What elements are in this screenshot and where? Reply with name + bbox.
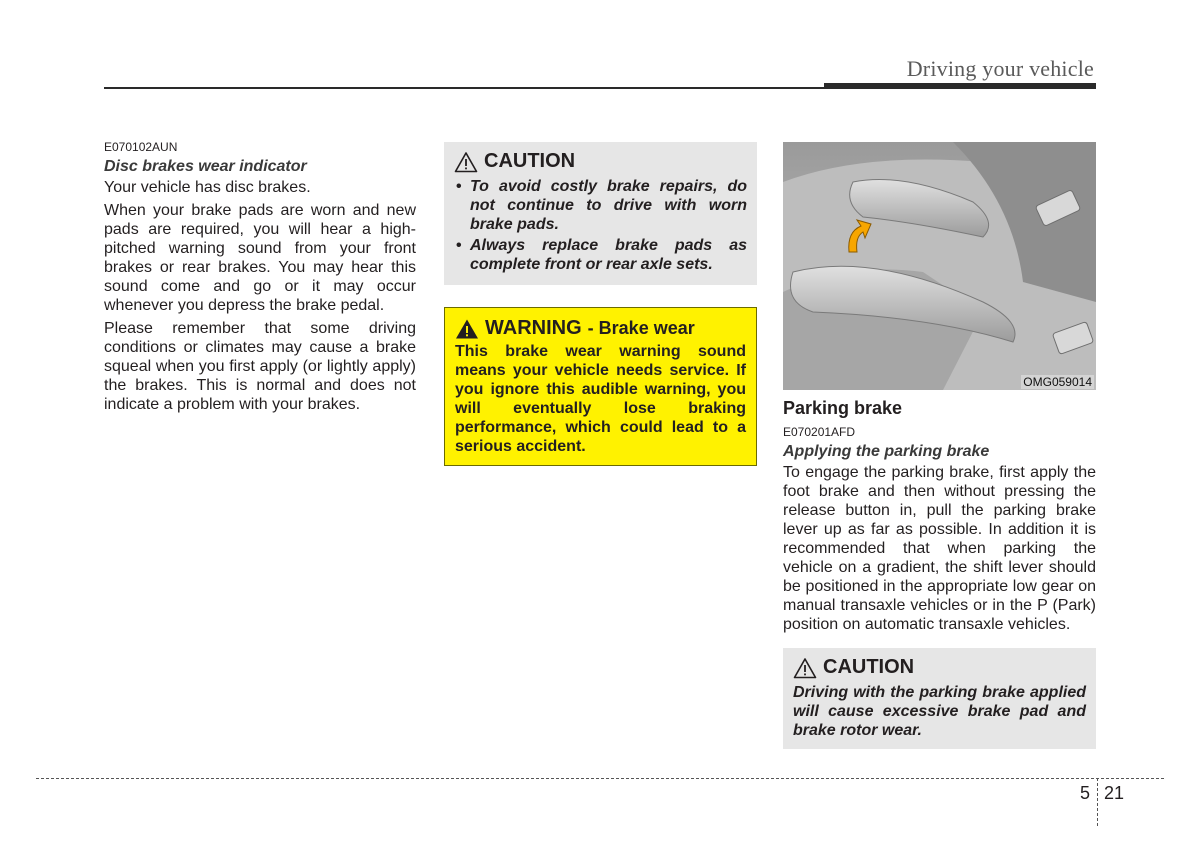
paragraph: Please remember that some driving conditions or climates may cause a brake squeal when you first apply (or lightly apply) the brakes. This is normal and does not indicate a problem with your brakes. [104, 320, 416, 413]
warning-text: This brake wear warning sound means your vehicle needs service. If you ignore this audible warning, you will eventually lose braking performance, which could lead to a serious accident. [455, 343, 746, 455]
warning-triangle-icon [455, 318, 479, 340]
section-title-parking-brake: Parking brake [783, 398, 903, 418]
paragraph: When your brake pads are worn and new pads are required, you will hear a high-pitched warning sound from your front brakes or rear brakes. You may hear this sound come and go or it may occur whenever you depress the brake pedal. [104, 202, 416, 314]
warning-title [455, 317, 746, 340]
footer-rule [36, 778, 1164, 779]
paragraph: Your vehicle has disc brakes. [104, 179, 311, 196]
paragraph: To engage the parking brake, first apply the foot brake and then without pressing the release button in, pull the parking brake lever up as far as possible. In addition it is recommended that when parking the vehicle on a gradient, the shift lever should be positioned in the appropriate low gear on manual transaxle vehicles or in the P (Park) position on automatic transaxle vehicles. [783, 464, 1096, 633]
parking-brake-photo [783, 142, 1096, 390]
parking-brake-illustration [783, 142, 1096, 390]
list-item: • To avoid costly brake repairs, do not continue to drive with worn brake pads. [454, 177, 747, 234]
warning-subtitle: - Brake wear [587, 318, 695, 338]
left-column [104, 138, 416, 418]
warning-triangle-icon [454, 151, 478, 173]
chapter-number: 5 [1080, 783, 1091, 803]
caution-text: Driving with the parking brake applied will cause excessive brake pad and brake rotor wear. [793, 684, 1086, 739]
section-code: E070102AUN [104, 140, 178, 154]
footer-divider [1097, 778, 1098, 826]
right-column [783, 142, 1096, 749]
subheading-disc-brakes: Disc brakes wear indicator [104, 158, 307, 175]
section-code: E070201AFD [783, 425, 856, 439]
caution-box-parking [783, 648, 1096, 749]
header-rule-accent [824, 83, 1096, 89]
warning-triangle-icon [793, 657, 817, 679]
page-number: 21 [1104, 783, 1125, 803]
caution-title [454, 150, 747, 173]
caution-box [444, 142, 757, 285]
caution-title [793, 656, 1086, 679]
middle-column [444, 142, 757, 466]
caution-list [454, 177, 747, 274]
list-item: • Always replace brake pads as complete front or rear axle sets. [454, 236, 747, 274]
warning-box [444, 307, 757, 466]
image-label: OMG059014 [1023, 375, 1092, 389]
warning-title-text: WARNING [485, 317, 582, 339]
caution-title-text: CAUTION [484, 150, 576, 172]
caution-title-text: CAUTION [823, 656, 915, 678]
subheading-applying-parking-brake: Applying the parking brake [783, 443, 990, 460]
page-header-title: Driving your vehicle [906, 56, 1094, 81]
